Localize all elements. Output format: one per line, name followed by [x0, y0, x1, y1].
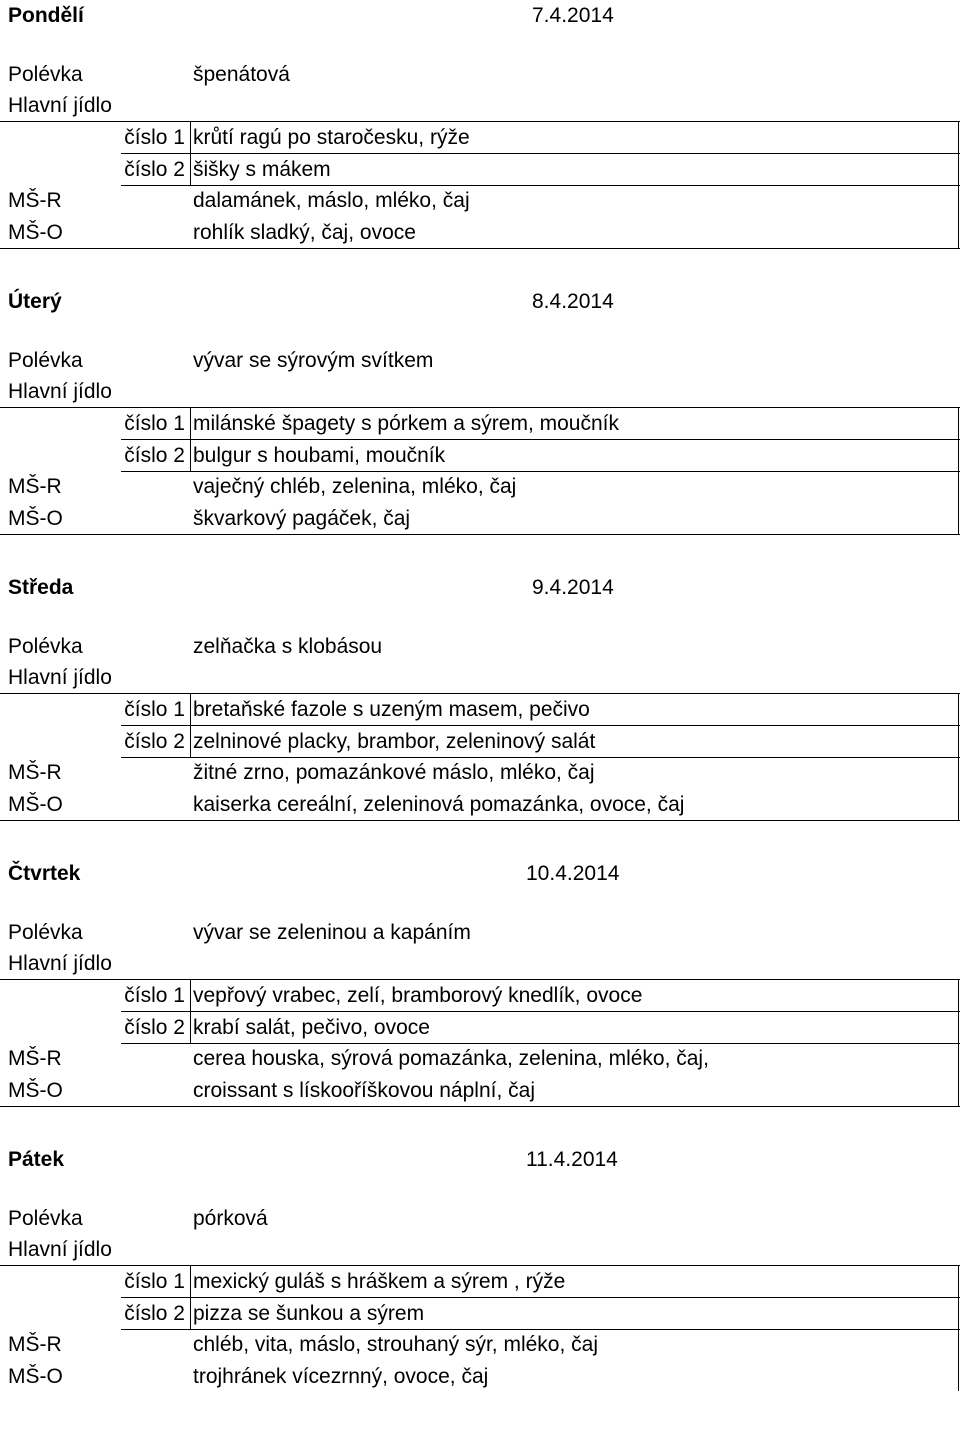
ms-o-value: trojhránek vícezrnný, ovoce, čaj [193, 1365, 489, 1388]
ms-r-label: MŠ-R [8, 761, 62, 784]
day-date: 7.4.2014 [532, 4, 614, 27]
ms-r-value: chléb, vita, máslo, strouhaný sýr, mléko, čaj [193, 1333, 598, 1356]
option-2-value: pizza se šunkou a sýrem [193, 1302, 425, 1325]
soup-label: Polévka [8, 635, 83, 658]
row-divider [121, 1043, 960, 1044]
option-1-value: krůtí ragú po staročesku, rýže [193, 126, 470, 149]
column-divider [190, 1298, 191, 1330]
day-name: Pátek [8, 1148, 65, 1171]
option-1-value: bretaňské fazole s uzeným masem, pečivo [193, 698, 590, 721]
ms-o-value: croissant s lískooříškovou náplní, čaj [193, 1079, 535, 1102]
ms-r-label: MŠ-R [8, 475, 62, 498]
day-block-wednesday [0, 572, 960, 858]
day-name: Úterý [8, 290, 62, 313]
soup-value: pórková [193, 1207, 268, 1230]
main-dish-label: Hlavní jídlo [8, 1238, 112, 1261]
table-right-border [958, 1265, 959, 1391]
option-2-label: číslo 2 [124, 444, 185, 467]
soup-value: zelňačka s klobásou [193, 635, 383, 658]
row-divider [0, 534, 960, 535]
option-2-label: číslo 2 [124, 730, 185, 753]
ms-r-value: cerea houska, sýrová pomazánka, zelenina, mléko, čaj, [193, 1047, 709, 1070]
day-date: 11.4.2014 [526, 1148, 618, 1171]
ms-o-label: MŠ-O [8, 507, 63, 530]
table-right-border [958, 693, 959, 820]
row-divider [121, 1011, 960, 1012]
ms-r-value: vaječný chléb, zelenina, mléko, čaj [193, 475, 517, 498]
row-divider [121, 1329, 960, 1330]
option-1-value: milánské špagety s pórkem a sýrem, moučník [193, 412, 619, 435]
day-date: 8.4.2014 [532, 290, 614, 313]
option-1-value: mexický guláš s hráškem a sýrem , rýže [193, 1270, 566, 1293]
column-divider [190, 408, 191, 440]
table-right-border [958, 979, 959, 1106]
row-divider [121, 725, 960, 726]
ms-r-label: MŠ-R [8, 189, 62, 212]
soup-label: Polévka [8, 349, 83, 372]
option-1-label: číslo 1 [124, 126, 185, 149]
row-divider [121, 153, 960, 154]
day-block-thursday [0, 858, 960, 1144]
row-divider [0, 1265, 960, 1266]
option-1-label: číslo 1 [124, 1270, 185, 1293]
day-date: 9.4.2014 [532, 576, 614, 599]
ms-o-value: škvarkový pagáček, čaj [193, 507, 411, 530]
soup-label: Polévka [8, 1207, 83, 1230]
day-date: 10.4.2014 [526, 862, 620, 885]
row-divider [121, 1297, 960, 1298]
option-2-value: zelninové placky, brambor, zeleninový salát [193, 730, 596, 753]
option-2-label: číslo 2 [124, 1016, 185, 1039]
ms-o-label: MŠ-O [8, 221, 63, 244]
row-divider [0, 693, 960, 694]
main-dish-label: Hlavní jídlo [8, 380, 112, 403]
row-divider [121, 439, 960, 440]
main-dish-label: Hlavní jídlo [8, 94, 112, 117]
day-name: Pondělí [8, 4, 84, 27]
row-divider [0, 248, 960, 249]
column-divider [190, 1012, 191, 1044]
day-block-friday [0, 1144, 960, 1430]
soup-label: Polévka [8, 921, 83, 944]
ms-r-value: dalamánek, máslo, mléko, čaj [193, 189, 470, 212]
table-right-border [958, 407, 959, 534]
day-name: Čtvrtek [8, 862, 81, 885]
row-divider [121, 471, 960, 472]
main-dish-label: Hlavní jídlo [8, 952, 112, 975]
soup-value: vývar se sýrovým svítkem [193, 349, 434, 372]
row-divider [0, 121, 960, 122]
day-name: Středa [8, 576, 74, 599]
table-right-border [958, 121, 959, 248]
column-divider [190, 440, 191, 472]
ms-o-label: MŠ-O [8, 793, 63, 816]
option-2-label: číslo 2 [124, 1302, 185, 1325]
soup-label: Polévka [8, 63, 83, 86]
option-2-label: číslo 2 [124, 158, 185, 181]
ms-o-value: kaiserka cereální, zeleninová pomazánka, ovoce, čaj [193, 793, 685, 816]
ms-r-label: MŠ-R [8, 1333, 62, 1356]
row-divider [0, 1106, 960, 1107]
soup-value: špenátová [193, 63, 290, 86]
option-2-value: šišky s mákem [193, 158, 331, 181]
column-divider [190, 154, 191, 186]
option-1-label: číslo 1 [124, 698, 185, 721]
option-2-value: bulgur s houbami, moučník [193, 444, 446, 467]
option-1-label: číslo 1 [124, 412, 185, 435]
column-divider [190, 726, 191, 758]
ms-o-label: MŠ-O [8, 1365, 63, 1388]
column-divider [190, 694, 191, 726]
ms-o-value: rohlík sladký, čaj, ovoce [193, 221, 416, 244]
ms-o-label: MŠ-O [8, 1079, 63, 1102]
day-block-monday [0, 0, 960, 286]
row-divider [0, 820, 960, 821]
row-divider [0, 979, 960, 980]
day-block-tuesday [0, 286, 960, 572]
column-divider [190, 980, 191, 1012]
option-1-value: vepřový vrabec, zelí, bramborový knedlík, ovoce [193, 984, 643, 1007]
option-2-value: krabí salát, pečivo, ovoce [193, 1016, 430, 1039]
row-divider [121, 185, 960, 186]
ms-r-label: MŠ-R [8, 1047, 62, 1070]
main-dish-label: Hlavní jídlo [8, 666, 112, 689]
row-divider [121, 757, 960, 758]
row-divider [0, 407, 960, 408]
column-divider [190, 122, 191, 154]
soup-value: vývar se zeleninou a kapáním [193, 921, 471, 944]
option-1-label: číslo 1 [124, 984, 185, 1007]
column-divider [190, 1266, 191, 1298]
ms-r-value: žitné zrno, pomazánkové máslo, mléko, čaj [193, 761, 595, 784]
